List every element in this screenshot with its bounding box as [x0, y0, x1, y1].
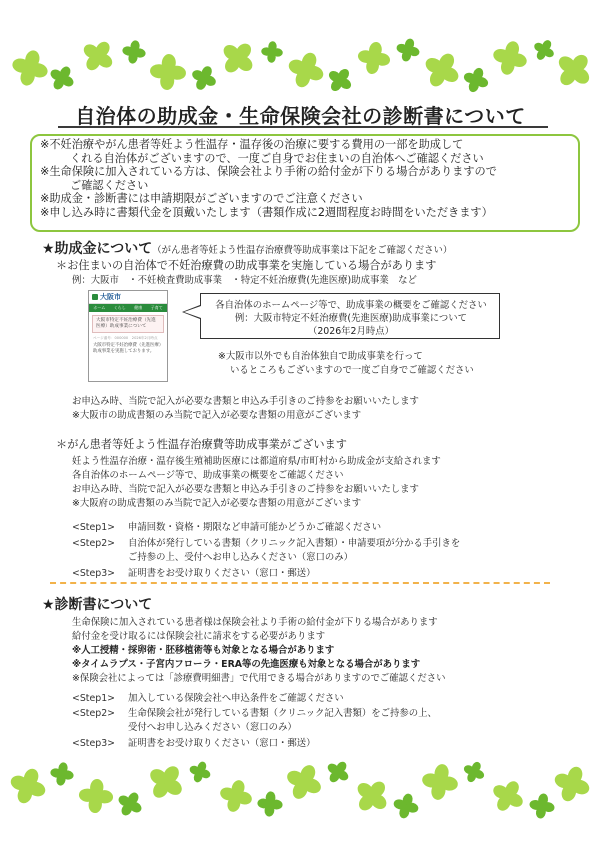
- site-page-title: 大阪市特定不妊治療費（先進医療）助成事業について: [92, 315, 164, 333]
- cancer-line: 妊よう性温存治療・温存後生殖補助医療には都道府県/市町村から助成金が支給されます: [72, 456, 441, 467]
- cancer-line: お申込み時、当院で記入が必要な書類と申込み手引きのご持参をお願いいたします: [72, 484, 419, 495]
- callout-line: （2026年2月時点）: [307, 326, 395, 337]
- osaka-note: ※大阪市以外でも自治体独自で助成事業を行って: [218, 351, 423, 362]
- step-label: <Step2>: [72, 708, 116, 719]
- cancer-subheading: ＊がん患者等妊よう性温存治療費等助成事業がございます: [56, 438, 347, 451]
- diagnosis-line: ※タイムラプス・子宮内フローラ・ERA等の先進医療も対象となる場合があります: [72, 659, 421, 670]
- clover-decoration-icon: [0, 28, 601, 98]
- cancer-step: [72, 537, 460, 550]
- notice-list: [40, 138, 580, 219]
- step-text: 申請回数・資格・期限など申請可能かどうかご確認ください: [128, 522, 382, 533]
- bottom-clover-border: [0, 752, 601, 822]
- osaka-site-screenshot: [88, 290, 168, 382]
- callout-pointer-fill: [184, 306, 201, 318]
- subsidy-heading-label: ★助成金について: [42, 241, 153, 257]
- cancer-step: [72, 551, 353, 564]
- top-clover-border: [0, 28, 601, 98]
- notice-line: ※不妊治療やがん患者等妊よう性温存・温存後の治療に要する費用の一部を助成して: [40, 138, 464, 151]
- title-underline: [58, 126, 548, 128]
- diagnosis-line: ※保険会社によっては「診療費明細書」で代用できる場合がありますのでご確認ください: [72, 673, 446, 684]
- infertility-subheading: ＊お住まいの自治体で不妊治療費の助成事業を実施している場合があります: [56, 259, 437, 272]
- diagnosis-heading: ★診断書について: [42, 597, 153, 613]
- notice-line: ご確認ください: [70, 178, 149, 192]
- step-label: <Step3>: [72, 568, 116, 579]
- cancer-step: [72, 567, 316, 580]
- step-text: 受付へお申し込みください（窓口のみ）: [128, 722, 297, 733]
- page-title: 自治体の助成金・生命保険会社の診断書について: [75, 104, 526, 128]
- cancer-line: ※大阪府の助成書類のみ当院で記入が必要な書類の用意がございます: [72, 498, 362, 509]
- site-nav-item: ホーム: [93, 305, 106, 310]
- callout-box: [200, 293, 500, 339]
- site-nav-item: 子育て: [150, 305, 163, 310]
- site-nav-item: 健康: [134, 305, 143, 310]
- osaka-logo-icon: [92, 294, 98, 300]
- callout-line: 各自治体のホームページ等で、助成事業の概要をご確認ください: [215, 300, 487, 311]
- diagnosis-step: [72, 692, 344, 705]
- diagnosis-step: [72, 721, 297, 734]
- step-label: <Step2>: [72, 538, 116, 549]
- site-nav-item: くらし: [113, 305, 126, 310]
- diagnosis-line: 生命保険に加入されている患者様は保険会社より手術の給付金が下りる場合があります: [72, 617, 438, 628]
- diagnosis-line: 給付金を受け取るには保険会社に請求をする必要があります: [72, 631, 326, 642]
- diagnosis-line: ※人工授精・採卵術・胚移植術等も対象となる場合があります: [72, 645, 335, 656]
- notice-line: くれる自治体がございますので、一度ご自身でお住まいの自治体へご確認ください: [70, 151, 484, 165]
- step-text: ご持参の上、受付へお申し込みください（窓口のみ）: [128, 552, 354, 563]
- diagnosis-step: [72, 737, 316, 750]
- cancer-line: 各自治体のホームページ等で、助成事業の概要をご確認ください: [72, 470, 344, 481]
- cancer-step: [72, 521, 381, 534]
- step-label: <Step3>: [72, 738, 116, 749]
- infertility-apply: ※大阪市の助成書類のみ当院で記入が必要な書類の用意がございます: [72, 410, 362, 421]
- site-nav: [89, 304, 167, 312]
- osaka-note: いるところもございますので一度ご自身でご確認ください: [230, 365, 474, 376]
- clover-decoration-icon: [0, 752, 601, 822]
- notice-line: ※申し込み時に書類代金を頂戴いたします（書類作成に2週間程度お時間をいただきます）: [40, 205, 493, 219]
- infertility-example: 例：大阪市 ・不妊検査費助成事業 ・特定不妊治療費(先進医療)助成事業 など: [72, 275, 417, 286]
- step-label: <Step1>: [72, 522, 116, 533]
- section-divider: [50, 582, 550, 584]
- subsidy-heading-note: （がん患者等妊よう性温存治療費等助成事業は下記をご確認ください）: [152, 245, 453, 256]
- step-label: <Step1>: [72, 693, 116, 704]
- diagnosis-step: [72, 707, 437, 720]
- notice-line: ※生命保険に加入されている方は、保険会社より手術の給付金が下りる場合がありますので: [40, 165, 497, 178]
- step-text: 生命保険会社が発行している書類（クリニック記入書類）をご持参の上、: [128, 708, 437, 719]
- site-page-body: 大阪市特定不妊治療費（先進医療）助成事業を実施しております。: [93, 343, 162, 354]
- step-text: 証明書をお受け取りください（窓口・郵送）: [128, 568, 316, 579]
- callout-line: 例：大阪市特定不妊治療費(先進医療)助成事業について: [234, 313, 468, 324]
- step-text: 加入している保険会社へ申込条件をご確認ください: [128, 693, 344, 704]
- site-page-date: ページ番号：000000 2026年2月時点: [93, 336, 158, 340]
- step-text: 証明書をお受け取りください（窓口・郵送）: [128, 738, 316, 749]
- subsidy-heading: [42, 238, 452, 258]
- step-text: 自治体が発行している書類（クリニック記入書類）・申請要項が分かる手引きを: [128, 538, 461, 549]
- infertility-apply: お申込み時、当院で記入が必要な書類と申込み手引きのご持参をお願いいたします: [72, 396, 419, 407]
- site-name: 大阪市: [100, 293, 121, 301]
- site-header: [89, 291, 167, 304]
- notice-line: ※助成金・診断書には申請期限がございますのでご注意ください: [40, 192, 363, 205]
